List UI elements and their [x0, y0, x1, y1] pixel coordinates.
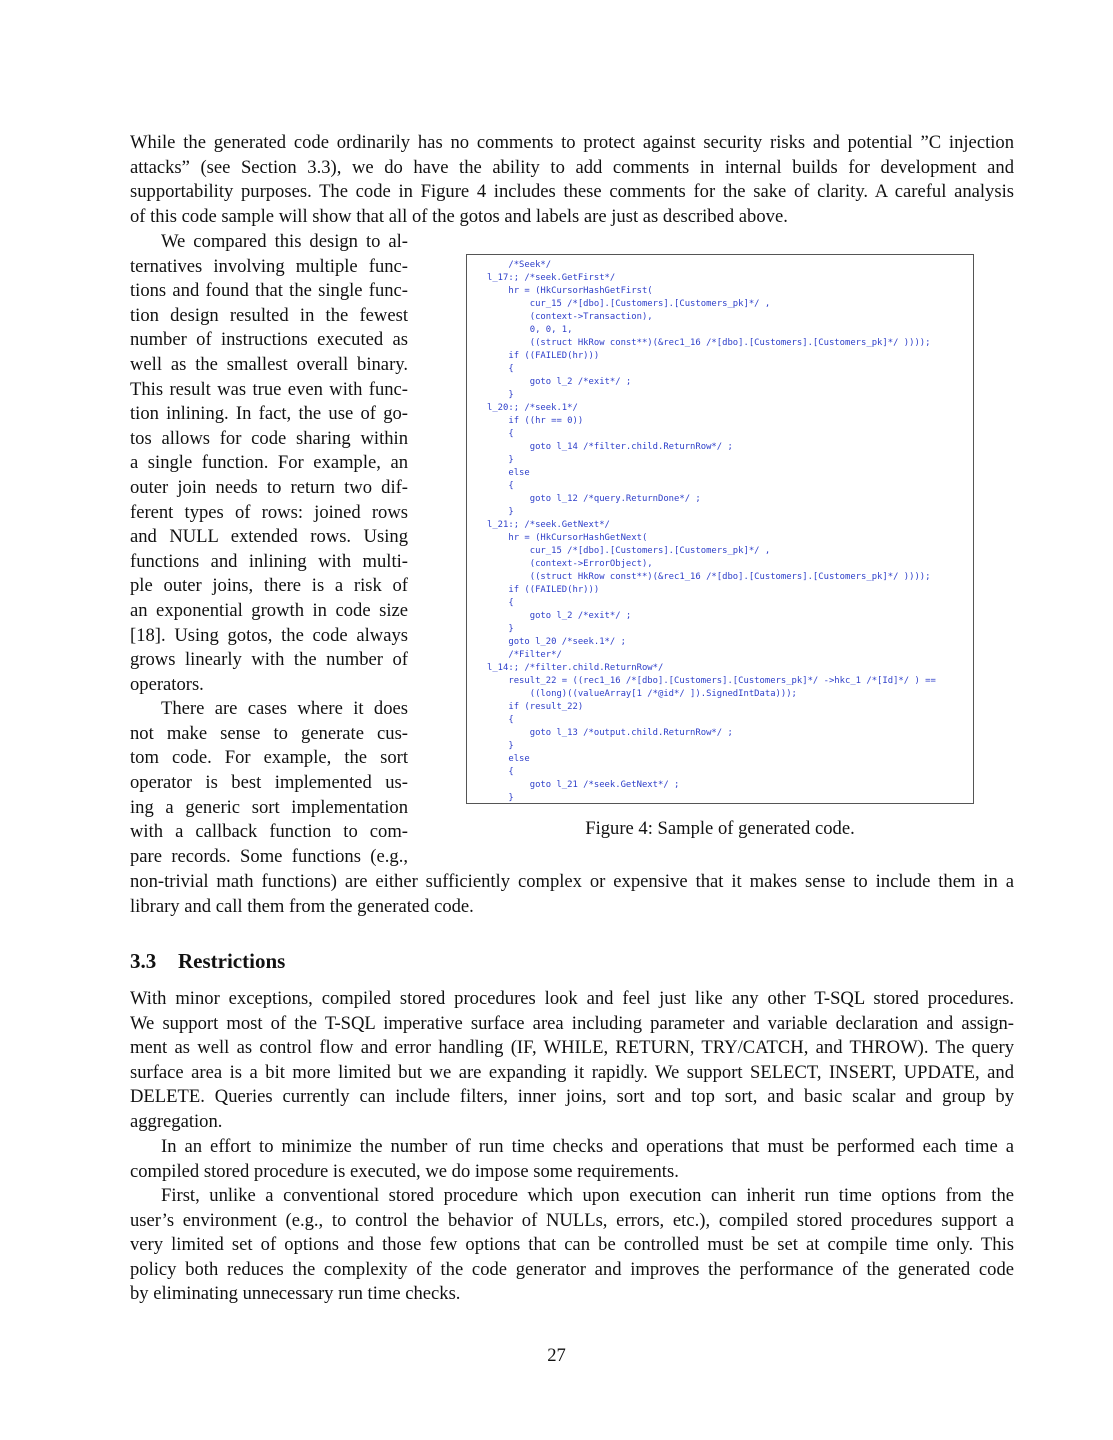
code-line: cur_15 /*[dbo].[Customers].[Customers_pk]*/ ,	[487, 299, 771, 309]
code-line: }	[487, 390, 514, 400]
text-line: tion design resulted in the fewest	[130, 304, 408, 326]
code-line: else	[487, 468, 530, 478]
text-line: functions and inlining with multi-	[130, 550, 408, 572]
code-listing	[487, 259, 936, 805]
code-line: }	[487, 624, 514, 634]
code-line: hr = (HkCursorHashGetNext(	[487, 533, 648, 543]
text-line: by eliminating unnecessary run time checks.	[130, 1283, 461, 1305]
text-line: surface area is a bit more limited but we are expanding it rapidly. We support SELECT, INSERT, UPDATE, and	[130, 1061, 1014, 1083]
code-line: {	[487, 481, 514, 491]
code-line: ((struct HkRow const**)(&rec1_16 /*[dbo].[Customers].[Customers_pk]*/ ))));	[487, 572, 931, 582]
text-line: tos allows for code sharing within	[130, 427, 408, 449]
text-line: operators.	[130, 673, 204, 695]
code-line: (context->Transaction),	[487, 312, 653, 322]
text-line: and NULL extended rows. Using	[130, 526, 408, 548]
text-line: ferent types of rows: joined rows	[130, 501, 408, 523]
code-line: goto l_12 /*query.ReturnDone*/ ;	[487, 494, 701, 504]
text-line: ment as well as control flow and error handling (IF, WHILE, RETURN, TRY/CATCH, and THROW). The query	[130, 1037, 1014, 1059]
text-line: We compared this design to al-	[161, 231, 408, 252]
code-line: {	[487, 715, 514, 725]
code-line: l_17:; /*seek.GetFirst*/	[487, 273, 616, 283]
text-line: library and call them from the generated code.	[130, 895, 474, 917]
text-line: aggregation.	[130, 1110, 223, 1132]
code-line: l_21:; /*seek.GetNext*/	[487, 520, 610, 530]
code-line: goto l_21 /*seek.GetNext*/ ;	[487, 780, 680, 790]
continuation-paragraph	[130, 870, 1014, 919]
text-line: With minor exceptions, compiled stored procedures look and feel just like any other T-SQL stored procedures.	[130, 988, 1014, 1009]
code-line: cur_15 /*[dbo].[Customers].[Customers_pk]*/ ,	[487, 546, 771, 556]
text-line: user’s environment (e.g., to control the behavior of NULLs, errors, etc.), compiled stored procedures support a	[130, 1209, 1014, 1231]
section-title: Restrictions	[178, 949, 286, 973]
text-line: While the generated code ordinarily has no comments to protect against security risks and potential ”C injection	[130, 132, 1014, 153]
code-line: (context->ErrorObject),	[487, 559, 653, 569]
code-line: goto l_20 /*seek.1*/ ;	[487, 637, 626, 647]
code-line: /*Seek*/	[487, 260, 552, 270]
text-line: with a callback function to com-	[130, 821, 408, 843]
code-line: 0, 0, 1,	[487, 325, 573, 335]
figure-caption: Figure 4: Sample of generated code.	[585, 818, 855, 839]
text-line: non-trivial math functions) are either sufficiently complex or expensive that it makes sense to include them in a	[130, 871, 1014, 892]
text-line: grows linearly with the number of	[130, 649, 408, 671]
text-line: [18]. Using gotos, the code always	[130, 624, 408, 646]
code-line: goto l_2 /*exit*/ ;	[487, 611, 632, 621]
text-line: well as the smallest overall binary.	[130, 353, 408, 375]
restrictions-paragraph	[130, 987, 1014, 1135]
code-line: }	[487, 741, 514, 751]
text-line: very limited set of options and those few options that can be controlled must be set at compile time only. This	[130, 1234, 1014, 1256]
intro-paragraph	[130, 131, 1014, 229]
code-line: {	[487, 767, 514, 777]
text-line: In an effort to minimize the number of run time checks and operations that must be performed each time a	[161, 1136, 1014, 1157]
section-number: 3.3	[130, 949, 157, 973]
code-line: /*Filter*/	[487, 650, 562, 660]
code-line: {	[487, 429, 514, 439]
section-heading	[130, 947, 285, 975]
code-line: l_20:; /*seek.1*/	[487, 403, 578, 413]
code-line: result_22 = ((rec1_16 /*[dbo].[Customers].[Customers_pk]*/ ->hkc_1 /*[Id]*/ ) ==	[487, 676, 936, 686]
text-line: tom code. For example, the sort	[130, 747, 408, 769]
code-line: else	[487, 754, 530, 764]
code-line: hr = (HkCursorHashGetFirst(	[487, 286, 653, 296]
text-line: supportability purposes. The code in Figure 4 includes these comments for the sake of clarity. A careful analysis	[130, 181, 1014, 203]
code-line: if ((FAILED(hr)))	[487, 585, 600, 595]
code-line: {	[487, 364, 514, 374]
code-line: if (result_22)	[487, 702, 584, 712]
first-paragraph	[130, 1184, 1014, 1307]
text-line: operator is best implemented us-	[130, 772, 408, 794]
page-number: 27	[547, 1345, 566, 1366]
code-line: }	[487, 793, 514, 803]
code-line: if ((FAILED(hr)))	[487, 351, 600, 361]
text-line: not make sense to generate cus-	[130, 722, 408, 744]
text-line: attacks” (see Section 3.3), we do have the ability to add comments in internal builds for development and	[130, 156, 1014, 178]
text-line: number of instructions executed as	[130, 329, 408, 351]
code-line: ((long)((valueArray[1 /*@id*/ ]).SignedIntData)));	[487, 689, 797, 699]
text-line: policy both reduces the complexity of the code generator and improves the performance of the generated code	[130, 1258, 1014, 1280]
code-line: goto l_2 /*exit*/ ;	[487, 377, 632, 387]
text-line: This result was true even with func-	[130, 378, 408, 400]
code-line: if ((hr == 0))	[487, 416, 584, 426]
text-line: outer join needs to return two dif-	[130, 476, 408, 498]
effort-paragraph	[130, 1135, 1014, 1184]
text-line: an exponential growth in code size	[130, 599, 408, 621]
text-line: DELETE. Queries currently can include filters, inner joins, sort and top sort, and basic scalar and group by	[130, 1086, 1014, 1108]
text-line: tion inlining. In fact, the use of go-	[130, 403, 408, 425]
code-line: }	[487, 507, 514, 517]
text-line: There are cases where it does	[161, 698, 408, 720]
text-line: of this code sample will show that all of the gotos and labels are just as described above.	[130, 205, 788, 227]
code-line: goto l_13 /*output.child.ReturnRow*/ ;	[487, 728, 733, 738]
text-line: compiled stored procedure is executed, we do impose some requirements.	[130, 1160, 679, 1182]
text-line: We support most of the T-SQL imperative surface area including parameter and variable declaration and assign-	[130, 1012, 1014, 1034]
code-line: ((struct HkRow const**)(&rec1_16 /*[dbo].[Customers].[Customers_pk]*/ ))));	[487, 338, 931, 348]
code-line: {	[487, 598, 514, 608]
text-line: a single function. For example, an	[130, 452, 408, 474]
text-line: First, unlike a conventional stored procedure which upon execution can inherit run time options from the	[161, 1185, 1014, 1206]
code-line: }	[487, 455, 514, 465]
text-line: pare records. Some functions (e.g.,	[130, 845, 408, 867]
text-line: ple outer joins, there is a risk of	[130, 575, 408, 597]
code-line: goto l_14 /*filter.child.ReturnRow*/ ;	[487, 442, 733, 452]
text-line: ing a generic sort implementation	[130, 796, 408, 818]
figure-code-box	[466, 254, 974, 804]
left-column-text	[130, 230, 408, 869]
text-line: ternatives involving multiple func-	[130, 255, 408, 277]
code-line: l_14:; /*filter.child.ReturnRow*/	[487, 663, 664, 673]
text-line: tions and found that the single func-	[130, 280, 408, 302]
